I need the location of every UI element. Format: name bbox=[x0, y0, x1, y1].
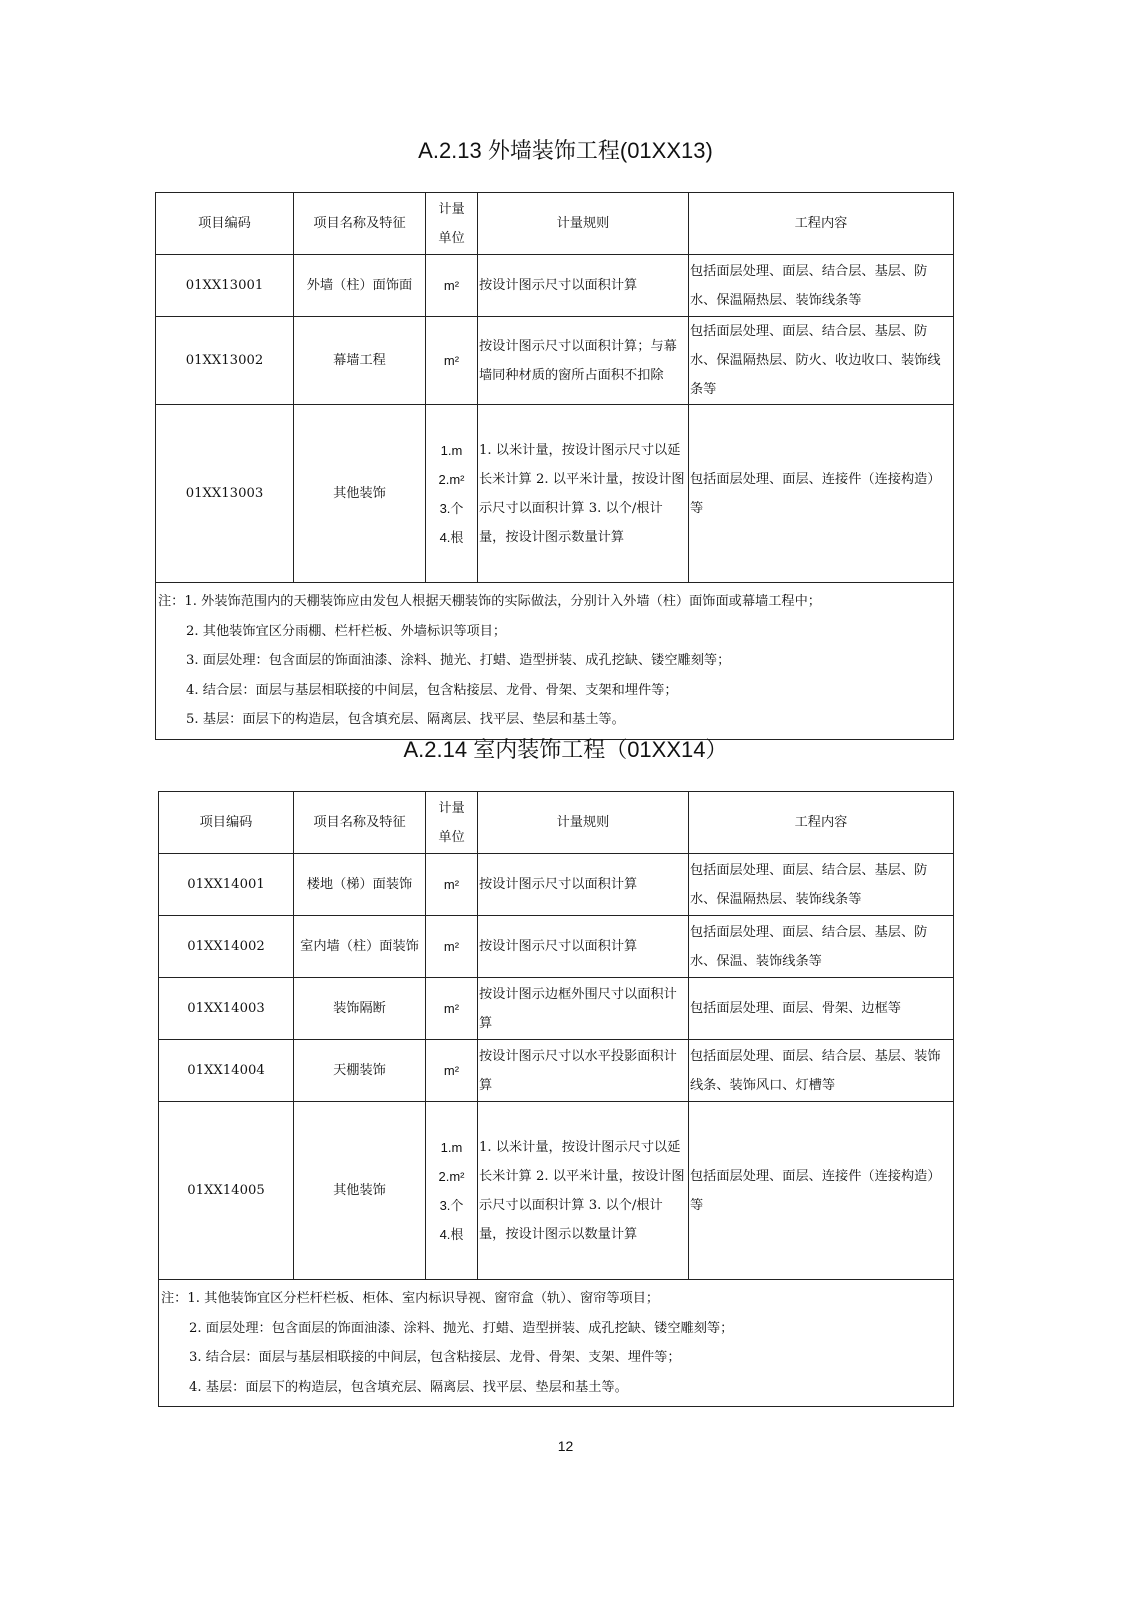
table-row bbox=[159, 1102, 954, 1280]
section-title-2: A.2.14 室内装饰工程（01XX14） bbox=[403, 737, 728, 762]
cell-name: 楼地（梯）面装饰 bbox=[294, 854, 426, 916]
unit-line: 2.m² bbox=[438, 1168, 465, 1184]
cell-code: 01XX14002 bbox=[159, 916, 294, 978]
cell-code: 01XX14004 bbox=[159, 1040, 294, 1102]
table-row bbox=[159, 916, 954, 978]
unit-line: 4.根 bbox=[439, 1226, 464, 1242]
quantity-table-interior bbox=[158, 791, 954, 1407]
cell-name: 幕墙工程 bbox=[294, 317, 426, 405]
cell-code: 01XX13002 bbox=[156, 317, 294, 405]
cell-name: 天棚装饰 bbox=[294, 1040, 426, 1102]
column-header: 项目编码 bbox=[156, 193, 294, 255]
cell-rule: 1. 以米计量，按设计图示尺寸以延长米计算 2. 以平米计量，按设计图示尺寸以面积计算 3. 以个/根计量，按设计图示以数量计算 bbox=[478, 1102, 689, 1280]
cell-rule: 按设计图示尺寸以面积计算 bbox=[478, 854, 689, 916]
cell-content: 包括面层处理、面层、连接件（连接构造）等 bbox=[689, 405, 954, 583]
column-header: 计量规则 bbox=[478, 193, 689, 255]
header-row bbox=[159, 792, 954, 854]
table-row bbox=[156, 255, 954, 317]
cell-name: 其他装饰 bbox=[294, 1102, 426, 1280]
unit-line: m² bbox=[443, 1063, 460, 1078]
cell-unit bbox=[426, 978, 478, 1040]
unit-line: 2.m² bbox=[438, 471, 465, 487]
column-header: 工程内容 bbox=[689, 193, 954, 255]
cell-content: 包括面层处理、面层、结合层、基层、防水、保温隔热层、防火、收边收口、装饰线条等 bbox=[689, 317, 954, 405]
cell-name: 外墙（柱）面饰面 bbox=[294, 255, 426, 317]
note-line: 3. 面层处理：包含面层的饰面油漆、涂料、抛光、打蜡、造型拼装、成孔挖缺、镂空雕刻等； bbox=[186, 653, 731, 668]
column-header: 计量单位 bbox=[426, 792, 478, 854]
cell-unit bbox=[426, 1040, 478, 1102]
note-line: 3. 结合层：面层与基层相联接的中间层，包含粘接层、龙骨、骨架、支架、埋件等； bbox=[189, 1350, 681, 1365]
unit-line: 1.m bbox=[440, 1139, 463, 1155]
cell-unit bbox=[426, 405, 478, 583]
cell-name: 室内墙（柱）面装饰 bbox=[294, 916, 426, 978]
page-number: 12 bbox=[557, 1438, 574, 1454]
cell-code: 01XX14005 bbox=[159, 1102, 294, 1280]
cell-rule: 按设计图示尺寸以水平投影面积计算 bbox=[478, 1040, 689, 1102]
note-line: 2. 其他装饰宜区分雨棚、栏杆栏板、外墙标识等项目； bbox=[186, 623, 507, 639]
table-row bbox=[159, 854, 954, 916]
cell-unit bbox=[426, 1102, 478, 1280]
cell-code: 01XX14001 bbox=[159, 854, 294, 916]
header-row bbox=[156, 193, 954, 255]
unit-line: 3.个 bbox=[439, 500, 464, 516]
notes-cell bbox=[159, 1280, 954, 1407]
unit-line: m² bbox=[443, 939, 460, 954]
notes-cell bbox=[156, 583, 954, 740]
unit-line: m² bbox=[443, 877, 460, 892]
unit-line: m² bbox=[443, 353, 460, 368]
cell-rule: 按设计图示尺寸以面积计算 bbox=[478, 255, 689, 317]
table-row bbox=[159, 1040, 954, 1102]
column-header: 项目编码 bbox=[159, 792, 294, 854]
cell-content: 包括面层处理、面层、结合层、基层、防水、保温隔热层、装饰线条等 bbox=[689, 854, 954, 916]
cell-unit bbox=[426, 255, 478, 317]
unit-line: 4.根 bbox=[439, 529, 464, 545]
cell-content: 包括面层处理、面层、连接件（连接构造）等 bbox=[689, 1102, 954, 1280]
cell-rule: 1. 以米计量，按设计图示尺寸以延长米计算 2. 以平米计量，按设计图示尺寸以面积计算 3. 以个/根计量，按设计图示数量计算 bbox=[478, 405, 689, 583]
column-header: 工程内容 bbox=[689, 792, 954, 854]
cell-rule: 按设计图示尺寸以面积计算 bbox=[478, 916, 689, 978]
note-line: 注：1. 其他装饰宜区分栏杆栏板、柜体、室内标识导视、窗帘盒（轨）、窗帘等项目； bbox=[161, 1291, 660, 1306]
cell-unit bbox=[426, 854, 478, 916]
table-row bbox=[156, 405, 954, 583]
unit-line: 3.个 bbox=[439, 1197, 464, 1213]
section-title-1: A.2.13 外墙装饰工程(01XX13) bbox=[418, 138, 713, 163]
column-header: 计量规则 bbox=[478, 792, 689, 854]
table-row bbox=[156, 317, 954, 405]
cell-content: 包括面层处理、面层、结合层、基层、防水、保温、装饰线条等 bbox=[689, 916, 954, 978]
cell-rule: 按设计图示尺寸以面积计算；与幕墙同种材质的窗所占面积不扣除 bbox=[478, 317, 689, 405]
table-row bbox=[159, 978, 954, 1040]
note-line: 2. 面层处理：包含面层的饰面油漆、涂料、抛光、打蜡、造型拼装、成孔挖缺、镂空雕刻等； bbox=[189, 1320, 734, 1336]
column-header: 计量单位 bbox=[426, 193, 478, 255]
cell-unit bbox=[426, 916, 478, 978]
note-line: 4. 结合层：面层与基层相联接的中间层，包含粘接层、龙骨、骨架、支架和埋件等； bbox=[186, 682, 678, 698]
cell-code: 01XX13003 bbox=[156, 405, 294, 583]
column-header: 项目名称及特征 bbox=[294, 792, 426, 854]
note-line: 5. 基层：面层下的构造层，包含填充层、隔离层、找平层、垫层和基土等。 bbox=[186, 712, 625, 727]
unit-line: m² bbox=[443, 278, 460, 293]
cell-content: 包括面层处理、面层、结合层、基层、装饰线条、装饰风口、灯槽等 bbox=[689, 1040, 954, 1102]
cell-content: 包括面层处理、面层、骨架、边框等 bbox=[689, 978, 954, 1040]
cell-code: 01XX14003 bbox=[159, 978, 294, 1040]
quantity-table-exterior bbox=[155, 192, 954, 740]
unit-line: m² bbox=[443, 1001, 460, 1016]
notes-row bbox=[159, 1280, 954, 1407]
cell-name: 其他装饰 bbox=[294, 405, 426, 583]
cell-name: 装饰隔断 bbox=[294, 978, 426, 1040]
note-line: 注：1. 外装饰范围内的天棚装饰应由发包人根据天棚装饰的实际做法，分别计入外墙（柱）面饰面或幕墙工程中； bbox=[158, 594, 821, 609]
cell-content: 包括面层处理、面层、结合层、基层、防水、保温隔热层、装饰线条等 bbox=[689, 255, 954, 317]
unit-line: 1.m bbox=[440, 442, 463, 458]
cell-code: 01XX13001 bbox=[156, 255, 294, 317]
cell-rule: 按设计图示边框外围尺寸以面积计算 bbox=[478, 978, 689, 1040]
note-line: 4. 基层：面层下的构造层，包含填充层、隔离层、找平层、垫层和基土等。 bbox=[189, 1379, 628, 1395]
column-header: 项目名称及特征 bbox=[294, 193, 426, 255]
notes-row bbox=[156, 583, 954, 740]
cell-unit bbox=[426, 317, 478, 405]
